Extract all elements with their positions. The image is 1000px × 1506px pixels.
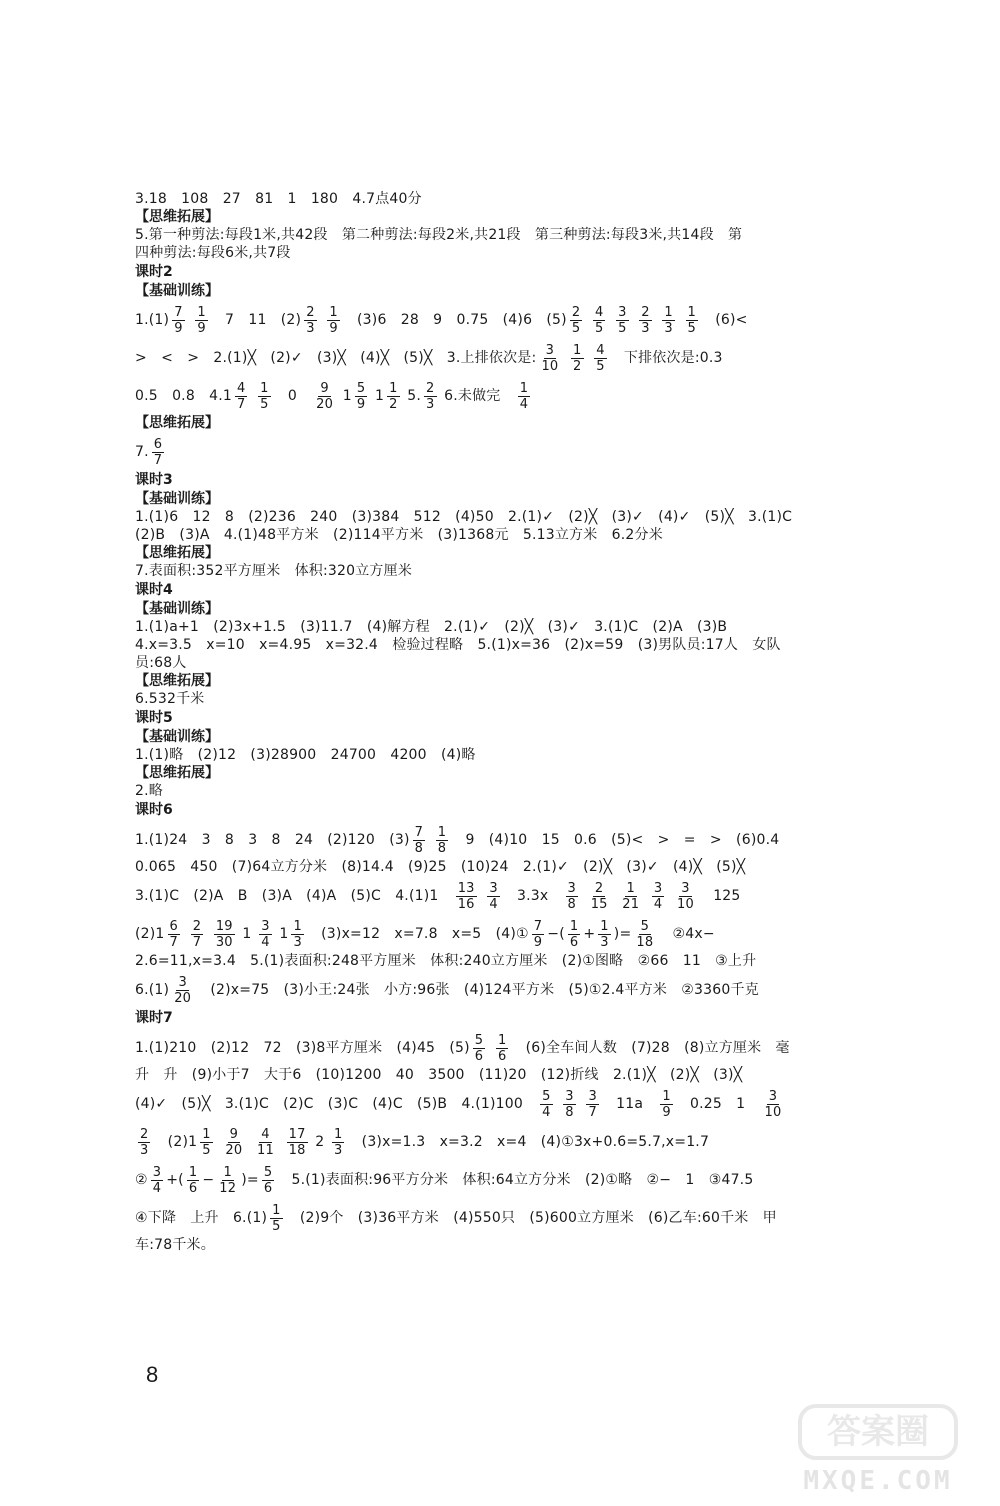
fraction bbox=[539, 343, 560, 374]
text-run: 下排依次是:0.3 bbox=[609, 350, 723, 366]
watermark-site: MXQE.COM bbox=[803, 1466, 953, 1496]
fraction-denominator: 4 bbox=[542, 1104, 551, 1120]
text-run: − bbox=[202, 1172, 215, 1188]
fraction-denominator: 4 bbox=[653, 896, 663, 912]
fraction-numerator: 1 bbox=[687, 304, 697, 320]
answer-line-with-fractions bbox=[135, 1028, 905, 1066]
text-run: 5. bbox=[402, 388, 422, 404]
fraction-denominator: 20 bbox=[316, 396, 334, 412]
fraction-denominator: 18 bbox=[288, 1142, 306, 1158]
fraction-numerator: 1 bbox=[188, 1164, 198, 1180]
section-heading: 【思维拓展】 bbox=[135, 765, 219, 781]
fraction bbox=[436, 825, 448, 856]
fraction bbox=[255, 1127, 276, 1158]
fraction-numerator: 1 bbox=[519, 380, 529, 396]
fraction-denominator: 9 bbox=[174, 320, 183, 336]
text-run bbox=[608, 312, 613, 328]
fraction bbox=[138, 1127, 150, 1158]
answer-line: 1.(1)6 12 8 (2)236 240 (3)384 512 (4)50 2.(1)✓ (2)╳ (3)✓ (4)✓ (5)╳ 3.(1)C bbox=[135, 509, 793, 525]
page-number: 8 bbox=[146, 1362, 159, 1387]
fraction-denominator: 6 bbox=[188, 1180, 198, 1196]
text-run: 1.(1)24 3 8 3 8 24 (2)120 (3) bbox=[135, 832, 410, 848]
text-run: 9 (4)10 15 0.6 (5)< > = > (6)0.4 bbox=[451, 832, 780, 848]
fraction-numerator: 4 bbox=[594, 304, 604, 320]
fraction bbox=[675, 881, 696, 912]
fraction bbox=[151, 1165, 163, 1196]
fraction bbox=[191, 919, 203, 950]
answer-line: 升 升 (9)小于7 大于6 (10)1200 40 3500 (11)20 (12)折线 2.(1)╳ (2)╳ (3)╳ bbox=[135, 1067, 743, 1083]
fraction bbox=[314, 381, 335, 412]
text-run bbox=[655, 312, 660, 328]
fraction bbox=[259, 919, 271, 950]
fraction bbox=[686, 305, 698, 336]
fraction-numerator: 3 bbox=[489, 880, 498, 896]
text-run: 6.(1) bbox=[135, 982, 170, 998]
fraction bbox=[496, 1033, 508, 1064]
fraction bbox=[540, 1089, 552, 1120]
text-run bbox=[644, 888, 649, 904]
answer-line: 2.6=11,x=3.4 5.(1)表面积:248平方厘米 体积:240立方厘米 (2)①图略 ②66 11 ③上升 bbox=[135, 953, 757, 969]
fraction-numerator: 9 bbox=[229, 1126, 239, 1142]
fraction-denominator: 10 bbox=[541, 358, 559, 374]
lesson-title: 课时7 bbox=[135, 1010, 173, 1026]
answer-line: (2)B (3)A 4.(1)48平方米 (2)114平方米 (3)1368元 5.13立方米 6.2分米 bbox=[135, 527, 663, 543]
fraction-denominator: 20 bbox=[174, 990, 192, 1006]
lesson-title: 课时5 bbox=[135, 710, 173, 726]
fraction-numerator: 3 bbox=[565, 1088, 574, 1104]
fraction bbox=[200, 1127, 212, 1158]
text-run: (2)1 bbox=[153, 1134, 198, 1150]
fraction-denominator: 20 bbox=[225, 1142, 243, 1158]
text-run: 0.5 0.8 4.1 bbox=[135, 388, 232, 404]
fraction-denominator: 2 bbox=[389, 396, 398, 412]
fraction-denominator: 18 bbox=[636, 934, 654, 950]
fraction-denominator: 7 bbox=[169, 934, 179, 950]
text-run bbox=[428, 832, 433, 848]
fraction-numerator: 3 bbox=[588, 1088, 597, 1104]
fraction-numerator: 17 bbox=[288, 1126, 306, 1142]
answer-line: 1.(1)略 (2)12 (3)28900 24700 4200 (4)略 bbox=[135, 747, 476, 763]
fraction bbox=[763, 1089, 784, 1120]
lesson-title: 课时6 bbox=[135, 802, 173, 818]
section-heading: 【基础训练】 bbox=[135, 283, 219, 299]
fraction-numerator: 3 bbox=[768, 1088, 778, 1104]
fraction-denominator: 3 bbox=[600, 934, 609, 950]
fraction-numerator: 13 bbox=[457, 880, 475, 896]
fraction-denominator: 11 bbox=[256, 1142, 274, 1158]
lesson-title: 课时3 bbox=[135, 472, 173, 488]
answer-line: 3.18 108 27 81 1 180 4.7点40分 bbox=[135, 191, 422, 207]
fraction bbox=[571, 343, 583, 374]
text-run bbox=[613, 888, 618, 904]
fraction-denominator: 5 bbox=[202, 1142, 211, 1158]
text-run bbox=[279, 1134, 284, 1150]
fraction bbox=[304, 305, 316, 336]
text-run bbox=[585, 312, 590, 328]
fraction bbox=[568, 919, 580, 950]
answer-line: 7.表面积:352平方厘米 体积:320立方厘米 bbox=[135, 563, 413, 579]
text-run: −( bbox=[547, 926, 565, 942]
fraction-numerator: 5 bbox=[263, 1164, 273, 1180]
fraction-denominator: 7 bbox=[588, 1104, 597, 1120]
fraction bbox=[258, 381, 270, 412]
fraction-numerator: 1 bbox=[573, 342, 582, 358]
fraction-numerator: 1 bbox=[626, 880, 636, 896]
fraction-denominator: 9 bbox=[197, 320, 206, 336]
fraction-numerator: 4 bbox=[596, 342, 605, 358]
answer-content bbox=[135, 190, 905, 1254]
fraction bbox=[214, 919, 235, 950]
watermark-logo: 答案圈 bbox=[798, 1404, 958, 1460]
fraction-denominator: 30 bbox=[215, 934, 233, 950]
text-run: 1 bbox=[274, 926, 289, 942]
answer-line-with-fractions bbox=[135, 432, 905, 470]
fraction-denominator: 3 bbox=[333, 1142, 343, 1158]
fraction-denominator: 7 bbox=[192, 934, 202, 950]
fraction-denominator: 21 bbox=[622, 896, 640, 912]
fraction-numerator: 1 bbox=[497, 1032, 507, 1048]
fraction-numerator: 5 bbox=[474, 1032, 484, 1048]
fraction-denominator: 5 bbox=[594, 320, 604, 336]
fraction-denominator: 3 bbox=[641, 320, 650, 336]
fraction-numerator: 1 bbox=[272, 1202, 281, 1218]
fraction-numerator: 1 bbox=[389, 380, 398, 396]
text-run: 7 11 (2) bbox=[210, 312, 302, 328]
fraction bbox=[424, 381, 436, 412]
fraction bbox=[652, 881, 664, 912]
fraction bbox=[235, 381, 247, 412]
fraction bbox=[168, 919, 180, 950]
fraction-numerator: 1 bbox=[260, 380, 269, 396]
fraction bbox=[195, 305, 207, 336]
text-run: 3.(1)C (2)A B (3)A (4)A (5)C 4.(1)1 bbox=[135, 888, 453, 904]
fraction bbox=[594, 343, 606, 374]
text-run: 125 bbox=[699, 888, 741, 904]
fraction-numerator: 7 bbox=[533, 918, 543, 934]
fraction bbox=[634, 919, 655, 950]
section-heading: 【基础训练】 bbox=[135, 729, 219, 745]
fraction bbox=[620, 881, 641, 912]
fraction-denominator: 2 bbox=[573, 358, 582, 374]
fraction bbox=[598, 919, 610, 950]
fraction-numerator: 3 bbox=[152, 1164, 162, 1180]
text-run bbox=[556, 1096, 561, 1112]
fraction-denominator: 5 bbox=[687, 320, 697, 336]
text-run: 5.(1)表面积:96平方分米 体积:64立方分米 (2)①略 ②− 1 ③47.5 bbox=[277, 1172, 754, 1188]
fraction-denominator: 10 bbox=[764, 1104, 782, 1120]
lesson-title: 课时4 bbox=[135, 582, 173, 598]
text-run bbox=[587, 350, 592, 366]
fraction-numerator: 2 bbox=[306, 304, 315, 320]
fraction-denominator: 3 bbox=[664, 320, 673, 336]
fraction-denominator: 5 bbox=[571, 320, 581, 336]
fraction-numerator: 1 bbox=[662, 1088, 671, 1104]
fraction-denominator: 4 bbox=[519, 396, 529, 412]
fraction-numerator: 5 bbox=[542, 1088, 551, 1104]
fraction bbox=[223, 1127, 244, 1158]
fraction bbox=[616, 305, 628, 336]
text-run: 1 bbox=[338, 388, 352, 404]
fraction-denominator: 16 bbox=[457, 896, 475, 912]
fraction-denominator: 6 bbox=[474, 1048, 484, 1064]
text-run: ②4x− bbox=[658, 926, 715, 942]
text-run: (3)x=12 x=7.8 x=5 (4)① bbox=[306, 926, 529, 942]
section-heading: 【思维拓展】 bbox=[135, 209, 219, 225]
fraction bbox=[262, 1165, 274, 1196]
fraction bbox=[172, 305, 184, 336]
fraction bbox=[662, 305, 674, 336]
text-run: 3.3x bbox=[502, 888, 563, 904]
fraction bbox=[593, 305, 605, 336]
fraction-denominator: 12 bbox=[219, 1180, 237, 1196]
answer-line: 四种剪法:每段6米,共7段 bbox=[135, 245, 291, 261]
text-run: ④下降 上升 6.(1) bbox=[135, 1210, 268, 1226]
fraction bbox=[413, 825, 425, 856]
text-run: 0.25 1 bbox=[675, 1096, 760, 1112]
text-run: 1 bbox=[370, 388, 385, 404]
fraction-denominator: 6 bbox=[263, 1180, 273, 1196]
fraction-denominator: 8 bbox=[567, 896, 577, 912]
text-run: 11a bbox=[601, 1096, 658, 1112]
fraction-numerator: 3 bbox=[178, 974, 187, 990]
fraction-numerator: 1 bbox=[197, 304, 206, 320]
fraction bbox=[332, 1127, 344, 1158]
answer-line-with-fractions bbox=[135, 876, 905, 914]
fraction-numerator: 1 bbox=[223, 1164, 232, 1180]
lesson-title: 课时2 bbox=[135, 264, 173, 280]
text-run: +( bbox=[166, 1172, 184, 1188]
text-run: (4)✓ (5)╳ 3.(1)C (2)C (3)C (4)C (5)B 4.(1)100 bbox=[135, 1096, 538, 1112]
fraction-denominator: 7 bbox=[153, 452, 163, 468]
fraction bbox=[152, 437, 164, 468]
fraction bbox=[589, 881, 610, 912]
text-run bbox=[206, 926, 211, 942]
fraction-numerator: 5 bbox=[356, 380, 366, 396]
section-heading: 【思维拓展】 bbox=[135, 545, 219, 561]
fraction bbox=[217, 1165, 238, 1196]
fraction-denominator: 3 bbox=[140, 1142, 149, 1158]
answer-line: 1.(1)a+1 (2)3x+1.5 (3)11.7 (4)解方程 2.(1)✓ (2)╳ (3)✓ 3.(1)C (2)A (3)B bbox=[135, 619, 728, 635]
answer-line: 4.x=3.5 x=10 x=4.95 x=32.4 检验过程略 5.(1)x=36 (2)x=59 (3)男队员:17人 女队 bbox=[135, 637, 781, 653]
fraction-numerator: 7 bbox=[414, 824, 424, 840]
answer-line: 0.065 450 (7)64立方分米 (8)14.4 (9)25 (10)24 2.(1)✓ (2)╳ (3)✓ (4)╳ (5)╳ bbox=[135, 859, 746, 875]
fraction-denominator: 9 bbox=[329, 320, 338, 336]
fraction-numerator: 3 bbox=[681, 880, 690, 896]
fraction-numerator: 3 bbox=[653, 880, 663, 896]
text-run: (3)6 28 9 0.75 (4)6 (5) bbox=[342, 312, 567, 328]
text-run: ② bbox=[135, 1172, 148, 1188]
answer-line: 6.532千米 bbox=[135, 691, 205, 707]
fraction bbox=[639, 305, 651, 336]
fraction-numerator: 2 bbox=[594, 880, 604, 896]
text-run: (2)x=75 (3)小王:24张 小方:96张 (4)124平方米 (5)①2.4平方米 ②3360千克 bbox=[196, 982, 759, 998]
text-run bbox=[488, 1040, 493, 1056]
fraction bbox=[291, 919, 303, 950]
fraction-denominator: 8 bbox=[414, 840, 424, 856]
fraction-numerator: 9 bbox=[320, 380, 329, 396]
text-run bbox=[667, 888, 672, 904]
fraction-numerator: 1 bbox=[664, 304, 673, 320]
fraction bbox=[327, 305, 339, 336]
text-run: > < > 2.(1)╳ (2)✓ (3)╳ (4)╳ (5)╳ 3.上排依次是: bbox=[135, 350, 537, 366]
fraction-denominator: 5 bbox=[618, 320, 627, 336]
fraction-numerator: 2 bbox=[192, 918, 202, 934]
text-run: )= bbox=[613, 926, 632, 942]
fraction bbox=[487, 881, 499, 912]
fraction bbox=[566, 881, 578, 912]
fraction bbox=[287, 1127, 308, 1158]
section-heading: 【思维拓展】 bbox=[135, 673, 219, 689]
fraction bbox=[563, 1089, 575, 1120]
fraction bbox=[270, 1203, 282, 1234]
fraction-numerator: 2 bbox=[571, 304, 581, 320]
text-run bbox=[247, 1134, 252, 1150]
section-heading: 【基础训练】 bbox=[135, 491, 219, 507]
fraction bbox=[456, 881, 477, 912]
answer-line-with-fractions bbox=[135, 970, 905, 1008]
answer-line-with-fractions bbox=[135, 1084, 905, 1122]
fraction-numerator: 19 bbox=[215, 918, 233, 934]
fraction bbox=[387, 381, 399, 412]
section-heading: 【思维拓展】 bbox=[135, 415, 219, 431]
fraction-denominator: 4 bbox=[489, 896, 498, 912]
fraction-denominator: 6 bbox=[569, 934, 579, 950]
answer-line-with-fractions bbox=[135, 914, 905, 952]
fraction-denominator: 4 bbox=[152, 1180, 162, 1196]
fraction-numerator: 7 bbox=[174, 304, 183, 320]
fraction-numerator: 6 bbox=[153, 436, 163, 452]
answer-line-with-fractions bbox=[135, 376, 905, 414]
answer-line: 员:68人 bbox=[135, 655, 187, 671]
text-run: 6.未做完 bbox=[439, 388, 515, 404]
fraction-denominator: 5 bbox=[596, 358, 605, 374]
text-run: 1.(1)210 (2)12 72 (3)8平方厘米 (4)45 (5) bbox=[135, 1040, 470, 1056]
fraction-numerator: 1 bbox=[569, 918, 579, 934]
text-run: 7. bbox=[135, 444, 149, 460]
fraction-denominator: 3 bbox=[293, 934, 302, 950]
text-run: 2 bbox=[310, 1134, 329, 1150]
fraction-numerator: 2 bbox=[140, 1126, 149, 1142]
fraction-numerator: 1 bbox=[329, 304, 338, 320]
text-run bbox=[581, 888, 586, 904]
text-run: (6)< bbox=[701, 312, 748, 328]
fraction bbox=[355, 381, 367, 412]
text-run: (3)x=1.3 x=3.2 x=4 (4)①3x+0.6=5.7,x=1.7 bbox=[347, 1134, 710, 1150]
answer-line: 5.第一种剪法:每段1米,共42段 第二种剪法:每段2米,共21段 第三种剪法:每段3米,共14段 第 bbox=[135, 227, 743, 243]
text-run: )= bbox=[241, 1172, 259, 1188]
fraction-numerator: 5 bbox=[640, 918, 650, 934]
fraction-denominator: 6 bbox=[497, 1048, 507, 1064]
fraction-numerator: 3 bbox=[545, 342, 555, 358]
text-run: 0 bbox=[273, 388, 312, 404]
fraction-numerator: 2 bbox=[641, 304, 650, 320]
answer-line-with-fractions bbox=[135, 1198, 905, 1236]
answer-line: 2.略 bbox=[135, 783, 163, 799]
fraction-denominator: 5 bbox=[260, 396, 269, 412]
fraction bbox=[473, 1033, 485, 1064]
answer-line-with-fractions bbox=[135, 300, 905, 338]
answer-line-with-fractions bbox=[135, 1160, 905, 1198]
fraction bbox=[187, 1165, 199, 1196]
fraction-denominator: 9 bbox=[533, 934, 543, 950]
fraction-numerator: 1 bbox=[437, 824, 447, 840]
fraction-denominator: 9 bbox=[662, 1104, 671, 1120]
fraction bbox=[518, 381, 530, 412]
text-run: 1 bbox=[237, 926, 257, 942]
text-run bbox=[250, 388, 255, 404]
fraction-denominator: 15 bbox=[590, 896, 608, 912]
text-run bbox=[480, 888, 485, 904]
fraction-numerator: 1 bbox=[202, 1126, 211, 1142]
answer-line-with-fractions bbox=[135, 1122, 905, 1160]
fraction-numerator: 4 bbox=[261, 1126, 270, 1142]
fraction-numerator: 1 bbox=[293, 918, 302, 934]
answer-line-with-fractions bbox=[135, 820, 905, 858]
text-run bbox=[320, 312, 325, 328]
text-run bbox=[216, 1134, 221, 1150]
fraction-denominator: 4 bbox=[261, 934, 270, 950]
text-run: (6)全车间人数 (7)28 (8)立方厘米 毫 bbox=[511, 1040, 790, 1056]
section-heading: 【基础训练】 bbox=[135, 601, 219, 617]
fraction-numerator: 6 bbox=[169, 918, 179, 934]
text-run: (2)9个 (3)36平方米 (4)550只 (5)600立方厘米 (6)乙车:60千米 甲 bbox=[285, 1210, 777, 1226]
watermark bbox=[778, 1396, 978, 1496]
fraction bbox=[586, 1089, 598, 1120]
fraction bbox=[532, 919, 544, 950]
text-run bbox=[632, 312, 637, 328]
text-run: + bbox=[583, 926, 596, 942]
fraction-numerator: 3 bbox=[567, 880, 577, 896]
fraction-denominator: 8 bbox=[437, 840, 447, 856]
fraction-denominator: 10 bbox=[677, 896, 694, 912]
fraction-denominator: 5 bbox=[272, 1218, 281, 1234]
fraction-numerator: 4 bbox=[237, 380, 246, 396]
fraction-denominator: 9 bbox=[356, 396, 366, 412]
text-run: 1.(1) bbox=[135, 312, 170, 328]
fraction-numerator: 3 bbox=[618, 304, 627, 320]
fraction-numerator: 1 bbox=[333, 1126, 343, 1142]
answer-line-with-fractions bbox=[135, 338, 905, 376]
answer-line: 车:78千米。 bbox=[135, 1237, 215, 1253]
text-run bbox=[678, 312, 683, 328]
fraction-denominator: 3 bbox=[306, 320, 315, 336]
text-run bbox=[183, 926, 188, 942]
fraction-denominator: 7 bbox=[237, 396, 246, 412]
fraction-denominator: 3 bbox=[426, 396, 435, 412]
fraction bbox=[172, 975, 193, 1006]
fraction-denominator: 8 bbox=[565, 1104, 574, 1120]
text-run: (2)1 bbox=[135, 926, 165, 942]
fraction-numerator: 3 bbox=[261, 918, 270, 934]
text-run bbox=[579, 1096, 584, 1112]
text-run bbox=[563, 350, 568, 366]
fraction bbox=[570, 305, 582, 336]
fraction-numerator: 1 bbox=[600, 918, 609, 934]
text-run bbox=[188, 312, 193, 328]
fraction-numerator: 2 bbox=[426, 380, 435, 396]
fraction bbox=[660, 1089, 672, 1120]
